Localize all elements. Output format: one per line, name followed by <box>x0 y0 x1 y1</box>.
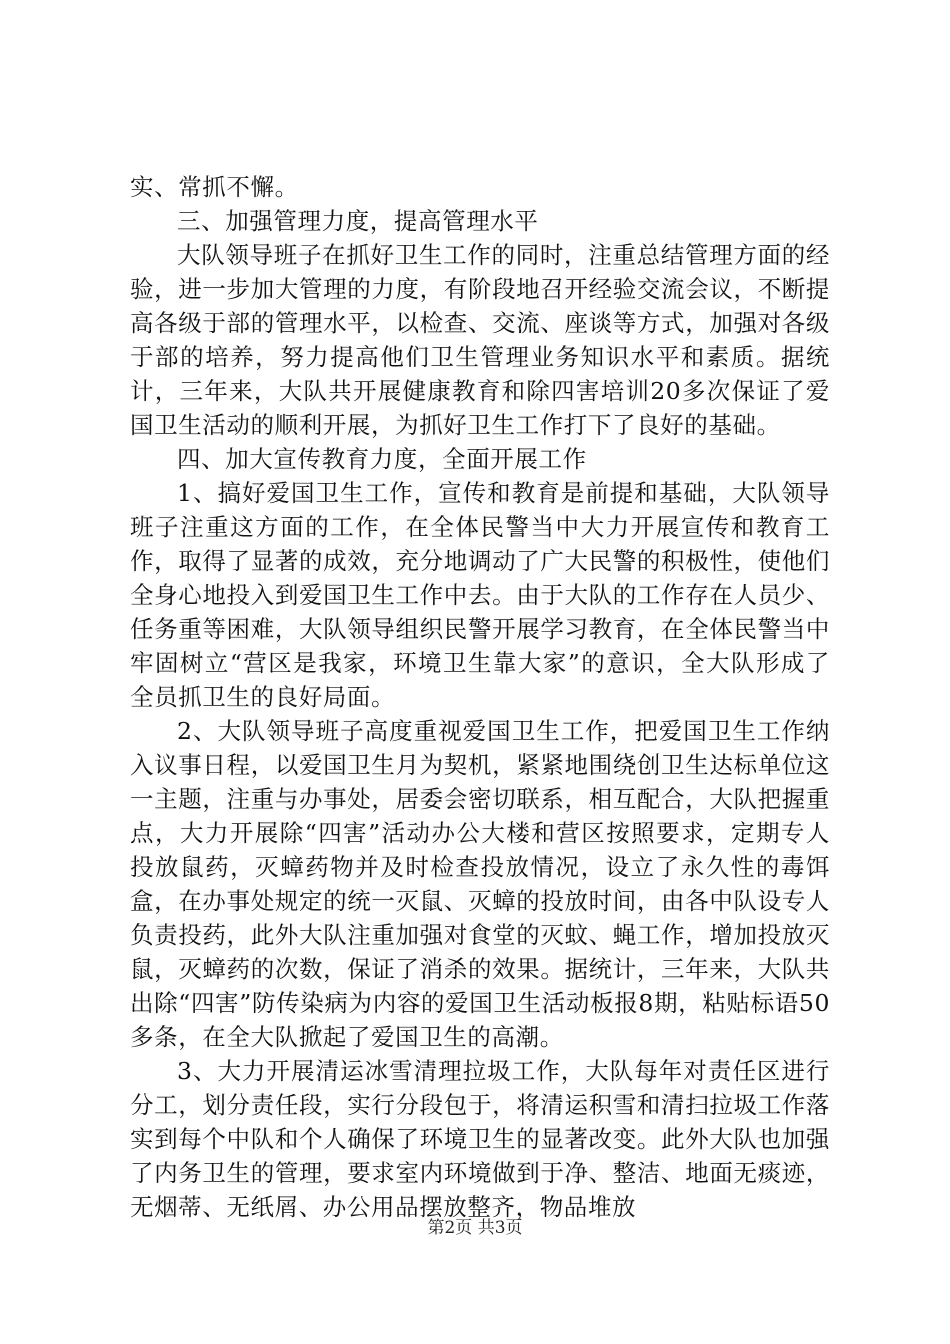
section-heading-3: 三、加强管理力度，提高管理水平 <box>177 207 539 235</box>
document-body <box>130 170 830 1224</box>
paragraph-continuation: 实、常抓不懈。 <box>130 173 299 201</box>
paragraph-item-3: 3、大力开展清运冰雪清理拉圾工作，大队每年对责任区进行分工，划分责任段，实行分段包于，将清运积雪和清扫拉圾工作落实到每个中队和个人确保了环境卫生的显著改变。此外大队也加强了内务卫生的管理，要求室内环境做到于净、整洁、地面无痰迹，无烟蒂、无纸屑、办公用品摆放整齐，物品堆放 <box>130 1057 830 1221</box>
paragraph-item-2: 2、大队领导班子高度重视爱国卫生工作，把爱国卫生工作纳入议事日程，以爱国卫生月为契机，紧紧地围绕创卫生达标单位这一主题，注重与办事处，居委会密切联系，相互配合，大队把握重点，大力开展除“四害”活动办公大楼和营区按照要求，定期专人投放鼠药，灭蟑药物并及时检查投放情况，设立了永久性的毒饵盒，在办事处规定的统一灭鼠、灭蟑的投放时间，由各中队设专人负责投药，此外大队注重加强对食堂的灭蚊、蝇工作，增加投放灭鼠，灭蟑药的次数，保证了消杀的效果。据统计，三年来，大队共出除“四害”防传染病为内容的爱国卫生活动板报8期，粘贴标语50多条，在全大队掀起了爱国卫生的高潮。 <box>130 717 830 1051</box>
section-heading-4: 四、加大宣传教育力度，全面开展工作 <box>177 445 587 473</box>
paragraph-item-1: 1、搞好爱国卫生工作，宣传和教育是前提和基础，大队领导班子注重这方面的工作，在全体民警当中大力开展宣传和教育工作，取得了显著的成效，充分地调动了广大民警的积极性，使他们全身心地投入到爱国卫生工作中去。由于大队的工作存在人员少、任务重等困难，大队领导组织民警开展学习教育，在全体民警当中牢固树立“营区是我家，环境卫生靠大家”的意识，全大队形成了全员抓卫生的良好局面。 <box>130 479 830 711</box>
page-number-footer: 第2页 共3页 <box>427 1218 523 1238</box>
paragraph-management: 大队领导班子在抓好卫生工作的同时，注重总结管理方面的经验，进一步加大管理的力度，有阶段地召开经验交流会议，不断提高各级于部的管理水平，以检查、交流、座谈等方式，加强对各级于部的培养，努力提高他们卫生管理业务知识水平和素质。据统计，三年来，大队共开展健康教育和除四害培训20多次保证了爱国卫生活动的顺利开展，为抓好卫生工作打下了良好的基础。 <box>130 241 830 439</box>
